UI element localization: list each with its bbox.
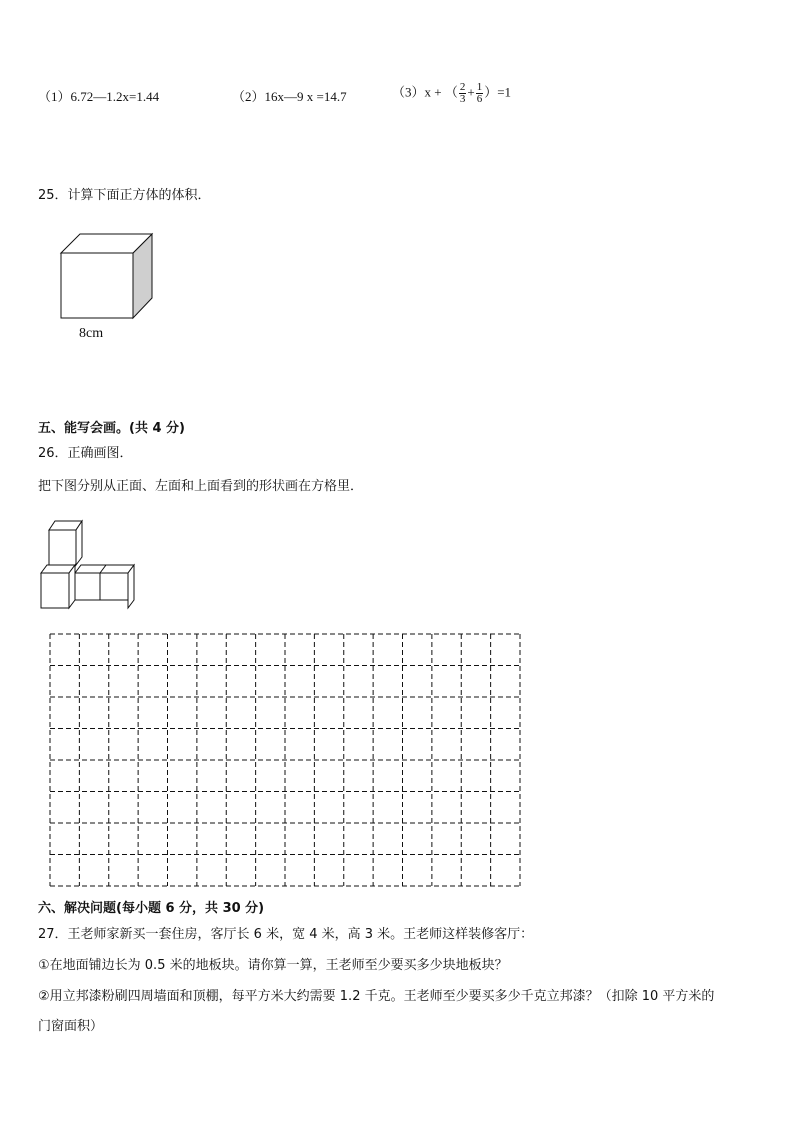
equation-3-prefix: （3）x + （ <box>392 84 458 100</box>
section-5-title: 五、能写会画。(共 4 分) <box>38 421 185 436</box>
bottom-cube-2-front <box>75 573 100 600</box>
plus-sign: + <box>467 84 475 100</box>
top-cube-front <box>49 530 76 565</box>
bottom-cube-1-side <box>69 565 75 608</box>
fraction-2-3: $\frac{2}{3}$ <box>459 81 466 105</box>
equation-2-text: （2）16x—9 x =14.7 <box>232 89 347 104</box>
bottom-cube-3-top <box>100 565 134 573</box>
question-25: 25．计算下面正方体的体积． <box>38 188 211 203</box>
top-cube-side <box>76 521 82 565</box>
cube-top-face <box>61 234 152 253</box>
top-cube-top <box>49 521 82 530</box>
bottom-cube-3-side <box>128 565 134 608</box>
equation-3-suffix: ）=1 <box>484 84 512 100</box>
question-26: 26．正确画图． <box>38 446 133 461</box>
fraction-1-6: $\frac{1}{6}$ <box>476 81 483 105</box>
cube-front-face <box>61 253 133 318</box>
bottom-cube-1-front <box>41 573 69 608</box>
question-26-instruction: 把下图分别从正面、左面和上面看到的形状画在方格里． <box>38 479 364 494</box>
question-27-part-2-cont: 门窗面积） <box>38 1019 104 1034</box>
equation-3 <box>392 82 511 105</box>
question-27-part-2: ②用立邦漆粉刷四周墙面和顶棚，每平方米大约需要 1.2 千克。王老师至少要买多少千克立邦漆？（扣除 10 平方米的 <box>38 989 715 1004</box>
dashed-grid <box>48 632 524 888</box>
cube-side-face <box>133 234 152 318</box>
bottom-cube-1-top <box>41 565 75 573</box>
bottom-cube-3-front <box>100 573 128 600</box>
question-27: 27．王老师家新买一套住房，客厅长 6 米，宽 4 米，高 3 米。王老师这样装修客厅： <box>38 927 534 942</box>
question-27-part-1: ①在地面铺边长为 0.5 米的地板块。请你算一算，王老师至少要买多少块地板块？ <box>38 958 508 973</box>
section-6-title: 六、解决问题(每小题 6 分，共 30 分) <box>38 901 265 916</box>
equation-1 <box>38 88 159 106</box>
cube-edge-label: 8cm <box>79 326 104 341</box>
equation-1-text: （1）6.72—1.2x=1.44 <box>38 89 160 104</box>
bottom-cube-2-top <box>75 565 108 573</box>
equation-2 <box>232 88 347 106</box>
